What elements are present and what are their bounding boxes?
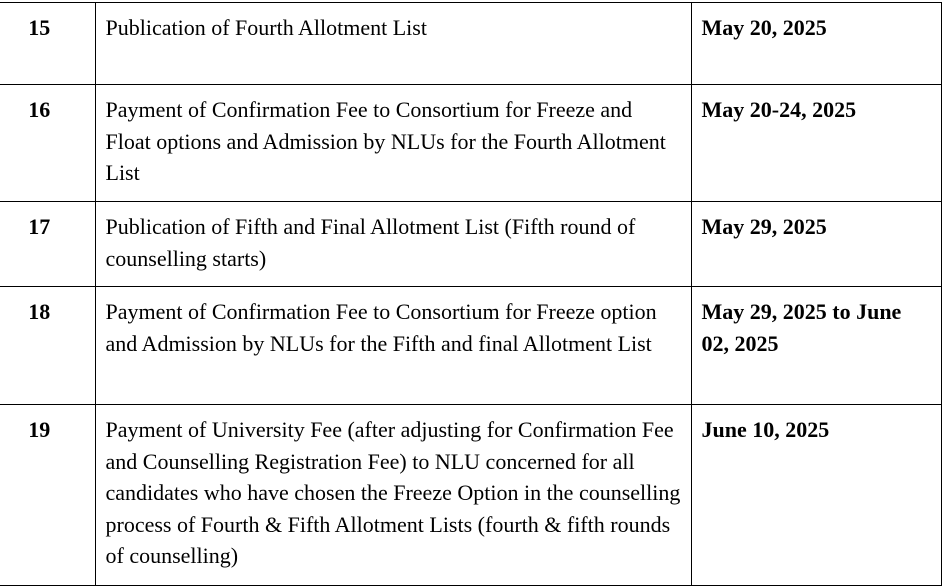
- event-description: Publication of Fourth Allotment List: [95, 3, 691, 85]
- serial-number: 16: [28, 97, 51, 122]
- schedule-table: [0, 2, 942, 586]
- table-row: [0, 202, 941, 287]
- table-row: [0, 287, 941, 405]
- event-description: Publication of Fifth and Final Allotment List (Fifth round of counselling starts): [95, 202, 691, 287]
- event-date: May 20, 2025: [691, 3, 941, 85]
- event-description: Payment of University Fee (after adjusting for Confirmation Fee and Counselling Registration Fee) to NLU concerned for all candidates who have chosen the Freeze Option in the counselling process of Fourth & Fifth Allotment Lists (fourth & fifth rounds of counselling): [95, 405, 691, 586]
- table-row: [0, 85, 941, 202]
- serial-number-cell: [0, 405, 95, 586]
- serial-number-cell: [0, 85, 95, 202]
- table-row: [0, 3, 941, 85]
- serial-number: 15: [28, 15, 51, 40]
- serial-number: 18: [28, 299, 51, 324]
- table-row: [0, 405, 941, 586]
- serial-number: 17: [28, 214, 51, 239]
- event-date: May 29, 2025: [691, 202, 941, 287]
- serial-number-cell: [0, 287, 95, 405]
- event-date: June 10, 2025: [691, 405, 941, 586]
- serial-number: 19: [28, 417, 51, 442]
- serial-number-cell: [0, 3, 95, 85]
- event-date: May 20-24, 2025: [691, 85, 941, 202]
- event-date: May 29, 2025 to June 02, 2025: [691, 287, 941, 405]
- event-description: Payment of Confirmation Fee to Consortium for Freeze and Float options and Admission by NLUs for the Fourth Allotment List: [95, 85, 691, 202]
- event-description: Payment of Confirmation Fee to Consortium for Freeze option and Admission by NLUs for the Fifth and final Allotment List: [95, 287, 691, 405]
- serial-number-cell: [0, 202, 95, 287]
